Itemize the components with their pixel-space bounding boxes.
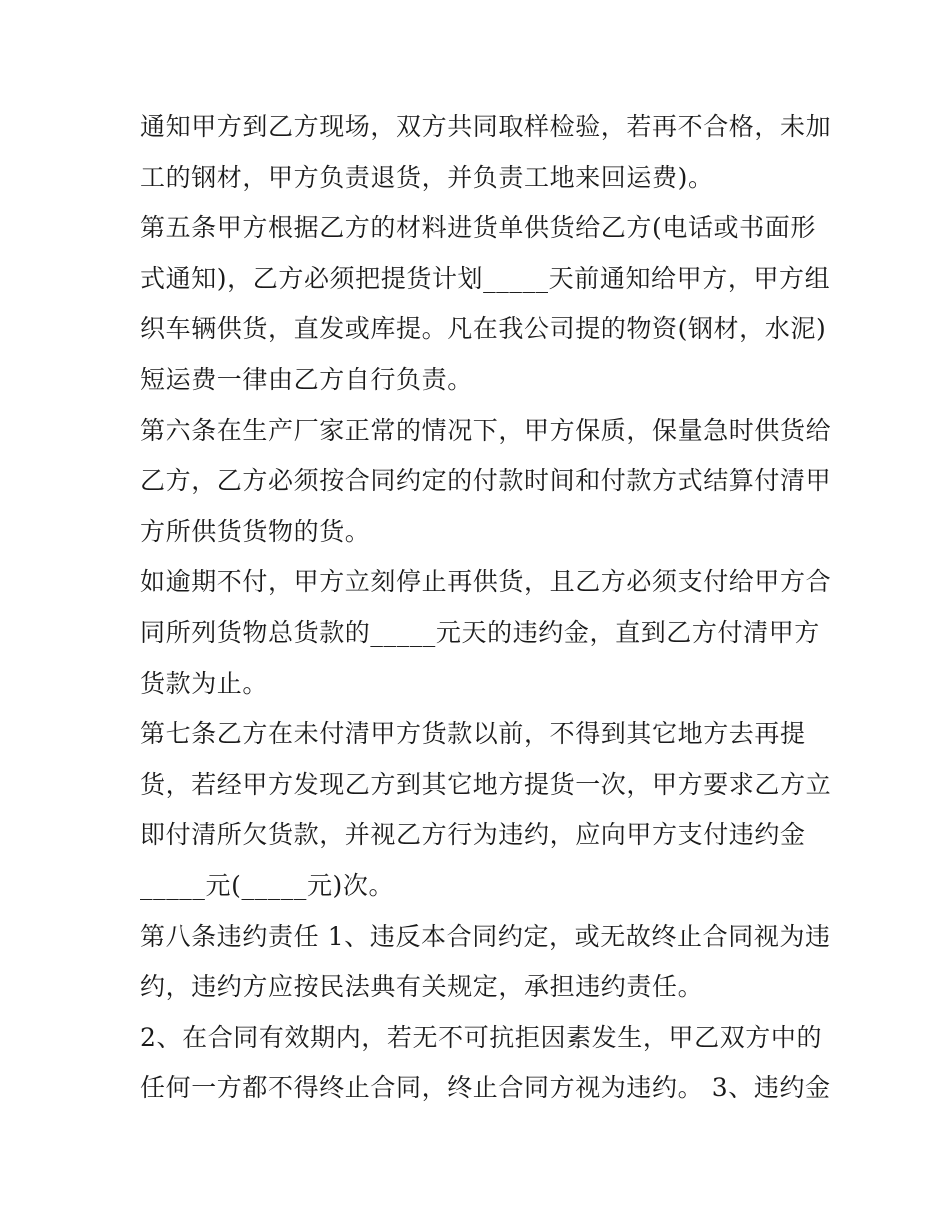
text-line: 织车辆供货，直发或库提。凡在我公司提的物资(钢材，水泥) [140,314,827,344]
text-line: _____元(_____元)次。 [140,870,395,900]
text-line: 第八条违约责任 1、违反本合同约定，或无故终止合同视为违 [140,921,831,951]
document-body [140,102,832,1114]
text-line: 通知甲方到乙方现场，双方共同取样检验，若再不合格，未加 [140,112,832,141]
text-line: 第六条在生产厂家正常的情况下，甲方保质，保量急时供货给 [140,415,832,445]
text-line: 货款为止。 [140,668,269,698]
text-line: 乙方，乙方必须按合同约定的付款时间和付款方式结算付清甲 [140,466,832,496]
text-line: 同所列货物总货款的_____元天的违约金，直到乙方付清甲方 [140,617,820,647]
text-line: 即付清所欠货款，并视乙方行为违约，应向甲方支付违约金 [140,820,806,850]
text-line: 短运费一律由乙方自行负责。 [140,364,473,394]
text-line: 式通知)，乙方必须把提货计划_____天前通知给甲方，甲方组 [140,263,831,293]
text-line: 如逾期不付，甲方立刻停止再供货，且乙方必须支付给甲方合 [140,567,832,597]
text-line: 货，若经甲方发现乙方到其它地方提货一次，甲方要求乙方立 [140,769,832,799]
text-line: 方所供货货物的货。 [140,516,371,546]
text-line: 工的钢材，甲方负责退货，并负责工地来回运费)。 [140,162,714,192]
text-line: 任何一方都不得终止合同，终止合同方视为违约。 3、违约金 [140,1073,831,1103]
text-line: 第七条乙方在未付清甲方货款以前，不得到其它地方去再提 [140,719,806,749]
text-line: 2、在合同有效期内，若无不可抗拒因素发生，甲乙双方中的 [140,1022,823,1052]
text-line: 第五条甲方根据乙方的材料进货单供货给乙方(电话或书面形 [140,213,816,243]
text-line: 约，违约方应按民法典有关规定，承担违约责任。 [140,972,704,1002]
